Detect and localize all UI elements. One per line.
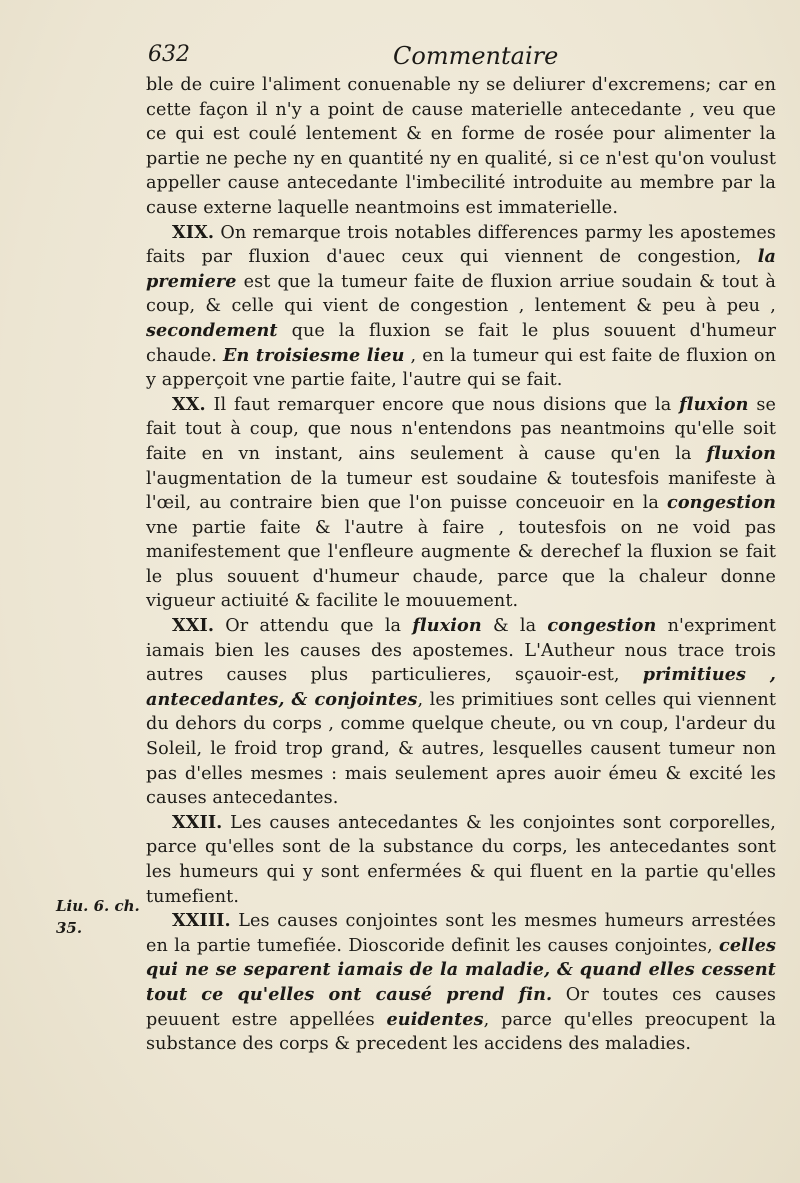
- page-header: [148, 42, 740, 72]
- text-run: Les causes conjointes sont les mesmes humeurs arrestées en la partie tumefiée. Dioscoride definit les causes conjointes,: [146, 911, 776, 956]
- paragraph: [146, 73, 776, 221]
- text-run: Il faut remarquer encore que nous disions que la: [205, 394, 680, 415]
- italic-term: fluxion: [679, 393, 749, 415]
- italic-term: celles qui ne se separent iamais de la maladie, & quand elles cessent tout ce qu'elles ont causé prend fin.: [146, 934, 776, 1005]
- italic-term: En troisiesme lieu: [222, 344, 405, 366]
- italic-term: fluxion: [412, 615, 482, 637]
- paragraph: [146, 614, 776, 811]
- section-number: XX.: [172, 393, 206, 415]
- italic-term: congestion: [547, 615, 657, 637]
- text-run: & la: [481, 616, 548, 637]
- italic-term: fluxion: [706, 442, 776, 464]
- text-run: Or toutes ces causes peuuent estre appellées: [146, 984, 776, 1030]
- section-number: XXII.: [172, 811, 223, 833]
- text-run: Or attendu que la: [214, 616, 413, 637]
- section-number: XXI.: [172, 615, 215, 637]
- text-run: n'expriment iamais bien les causes des apostemes. L'Autheur nous trace trois autres causes plus particulieres, sçauoir-est,: [146, 616, 776, 686]
- body-text: [146, 73, 776, 1057]
- text-run: , en la tumeur qui est faite de fluxion on y apperçoit vne partie faite, l'autre qui se fait.: [146, 345, 777, 391]
- italic-term: secondement: [146, 319, 278, 341]
- italic-term: primitiues , antecedantes, & conjointes: [146, 664, 776, 710]
- paragraph: [146, 811, 776, 909]
- text-run: l'augmentation de la tumeur est soudaine & toutesfois manifeste à l'œil, au contraire bien que l'on puisse conceuoir en la: [146, 468, 776, 514]
- text-run: se fait tout à coup, que nous n'entendons pas neantmoins qu'elle soit faite en vn instant, ains seulement à cause qu'en la: [146, 394, 776, 464]
- section-number: XXIII.: [172, 910, 231, 932]
- text-run: Les causes antecedantes & les conjointes sont corporelles, parce qu'elles sont de la substance du corps, les antecedantes sont les humeurs qui y sont enfermées & qui fluent en la partie qu'elles tumefient.: [146, 812, 776, 907]
- italic-term: euidentes: [386, 1008, 484, 1030]
- paragraph: [146, 221, 776, 393]
- italic-term: congestion: [667, 492, 776, 514]
- text-run: , parce qu'elles preocupent la substance des corps & precedent les accidens des maladies.: [146, 1009, 776, 1055]
- page-number: 632: [148, 42, 190, 67]
- section-number: XIX.: [172, 221, 215, 243]
- italic-term: la premiere: [146, 246, 776, 292]
- text-run: ble de cuire l'aliment conuenable ny se deliurer d'excremens; car en cette façon il n'y a point de cause materielle antecedante , veu que ce qui est coulé lentement & en forme de rosée pour alimenter la partie ne peche ny en quantité ny en qualité, si ce n'est qu'on voulust appeller cause antecedante l'imbecilité introduite au membre par la cause externe laquelle neantmoins est immaterielle.: [146, 75, 776, 218]
- running-title: Commentaire: [393, 42, 559, 70]
- paragraph: [146, 393, 776, 614]
- text-run: , les primitiues sont celles qui viennent du dehors du corps , comme quelque cheute, ou vn coup, l'ardeur du Soleil, le froid trop grand, & autres, lesquelles causent tumeur non pas d'elles mesmes : mais seulement apres auoir émeu & excité les causes antecedantes.: [146, 689, 776, 809]
- margin-note: Liu. 6. ch. 35.: [56, 897, 140, 937]
- paragraph: [146, 909, 776, 1057]
- text-run: On remarque trois notables differences parmy les apostemes faits par fluxion d'auec ceux qui viennent de congestion,: [146, 222, 776, 268]
- text-run: que la fluxion se fait le plus souuent d'humeur chaude.: [146, 320, 776, 366]
- text-run: est que la tumeur faite de fluxion arriue soudain & tout à coup, & celle qui vient de congestion , lentement & peu à peu ,: [146, 271, 776, 317]
- text-run: vne partie faite & l'autre à faire , toutesfois on ne void pas manifestement que l'enfleure augmente & derechef la fluxion se fait le plus souuent d'humeur chaude, parce que la chaleur donne vigueur actiuité & facilite le mouuement.: [146, 517, 776, 612]
